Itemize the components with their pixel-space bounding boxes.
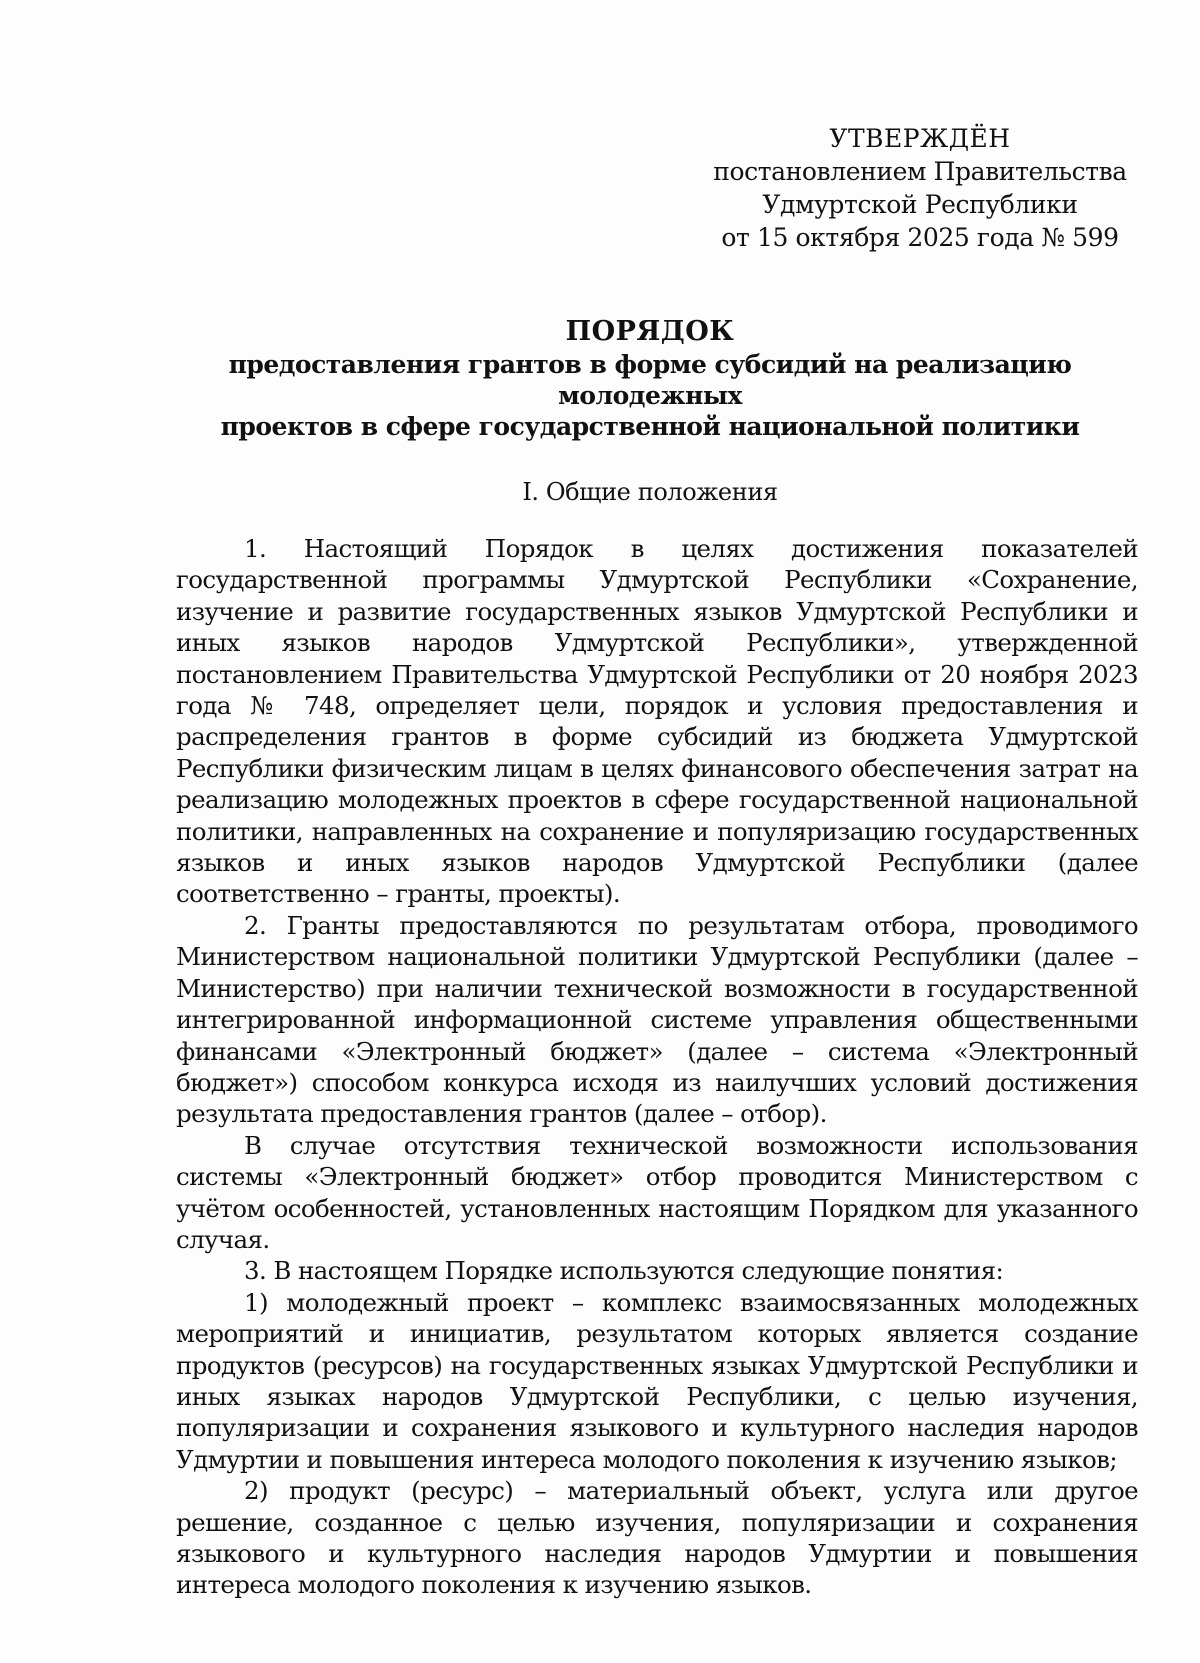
document-title [150,316,1150,442]
approval-line-3: от 15 октября 2025 года № 599 [721,223,1119,252]
title-line-1: предоставления грантов в форме субсидий на реализацию молодежных [228,350,1072,410]
paragraph-3: В случае отсутствия технической возможности использования системы «Электронный бюджет» отбор проводится Министерством с учётом особенностей, установленных настоящим Порядком для указанного случая. [176,1130,1138,1254]
title-main: ПОРЯДОК [565,316,735,347]
paragraph-2: 2. Гранты предоставляются по результатам отбора, проводимого Министерством национальной политики Удмуртской Республики (далее – Министерство) при наличии технической возможности в государственной интегрированной информационной системе управления общественными финансами «Электронный бюджет» (далее – система «Электронный бюджет») способом конкурса исходя из наилучших условий достижения результата предоставления грантов (далее – отбор). [176,910,1138,1129]
title-line-2: проектов в сфере государственной национальной политики [220,412,1080,441]
paragraph-5: 1) молодежный проект – комплекс взаимосвязанных молодежных мероприятий и инициатив, результатом которых является создание продуктов (ресурсов) на государственных языках Удмуртской Республики и иных языках народов Удмуртской Республики, с целью изучения, популяризации и сохранения языкового и культурного наследия народов Удмуртии и повышения интереса молодого поколения к изучению языков; [176,1287,1138,1474]
approval-block [700,122,1140,254]
approval-line-2: Удмуртской Республики [762,190,1078,219]
paragraph-4: 3. В настоящем Порядке используются следующие понятия: [244,1256,1004,1286]
section-heading: I. Общие положения [522,478,778,506]
document-body [176,533,1138,1601]
approval-line-1: постановлением Правительства [713,157,1127,186]
paragraph-1: 1. Настоящий Порядок в целях достижения показателей государственной программы Удмуртской Республики «Сохранение, изучение и развитие государственных языков Удмуртской Республики и иных языков народов Удмуртской Республики», утвержденной постановлением Правительства Удмуртской Республики от 20 ноября 2023 года № 748, определяет цели, порядок и условия предоставления и распределения грантов в форме субсидий из бюджета Удмуртской Республики физическим лицам в целях финансового обеспечения затрат на реализацию молодежных проектов в сфере государственной национальной политики, направленных на сохранение и популяризацию государственных языков и иных языков народов Удмуртской Республики (далее соответственно – гранты, проекты). [176,534,1138,909]
approval-stamp: УТВЕРЖДЁН [829,124,1011,153]
paragraph-6: 2) продукт (ресурс) – материальный объект, услуга или другое решение, созданное с целью изучения, популяризации и сохранения языкового и культурного наследия народов Удмуртии и повышения интереса молодого поколения к изучению языков. [176,1476,1138,1600]
